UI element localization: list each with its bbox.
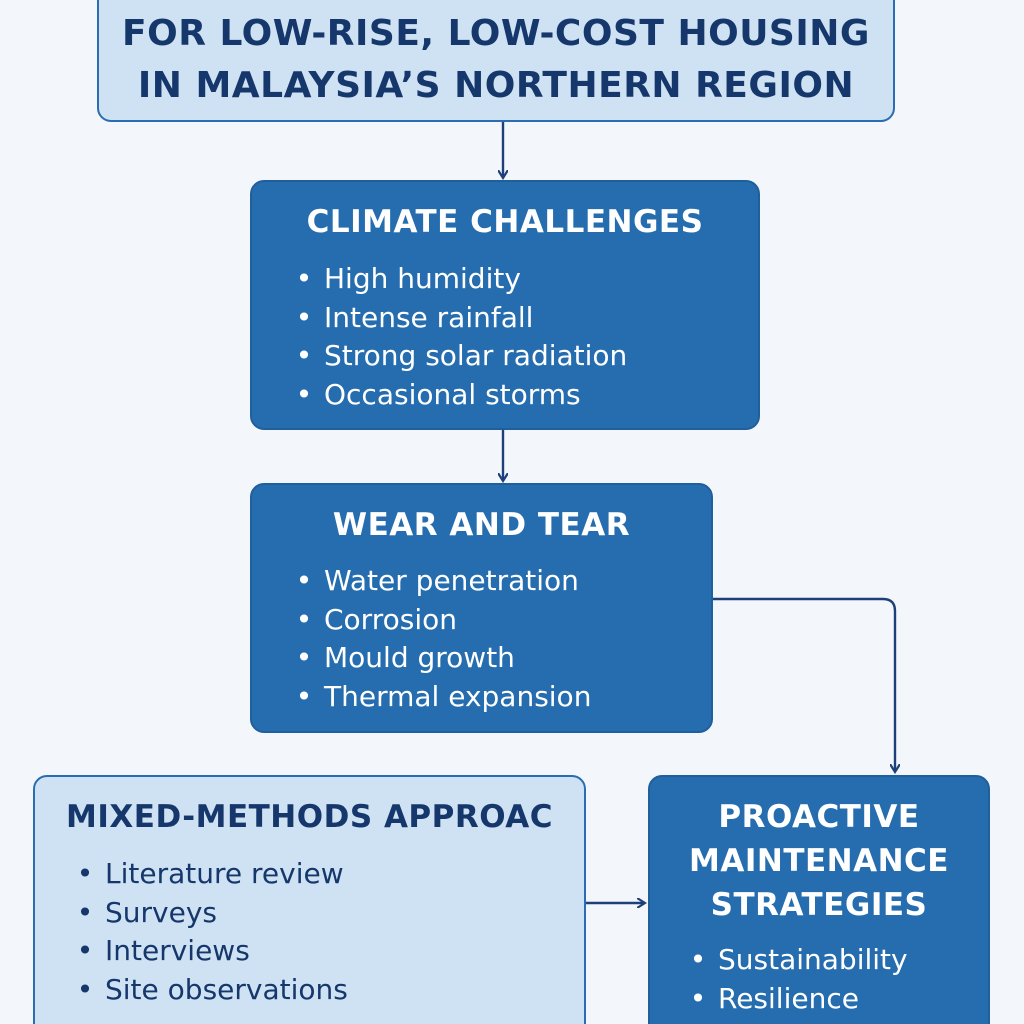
list-item: • Intense rainfall	[292, 299, 627, 338]
header-title-line-1: FOR LOW-RISE, LOW-COST HOUSING	[122, 13, 870, 54]
proactive-maintenance-box	[648, 775, 990, 1024]
list-item: • Occasional storms	[292, 376, 627, 415]
wear-and-tear-list	[292, 562, 591, 716]
mixed-methods-box	[33, 775, 586, 1024]
bullet-icon: •	[76, 857, 94, 890]
list-item: • Mould growth	[292, 639, 591, 678]
bullet-icon: •	[689, 981, 707, 1015]
proactive-maintenance-title	[650, 795, 988, 927]
list-item: • Thermal expansion	[292, 678, 591, 717]
list-item: • Water penetration	[292, 562, 591, 601]
list-item: • Corrosion	[292, 601, 591, 640]
climate-challenges-list	[292, 260, 627, 414]
wear-and-tear-box	[250, 483, 713, 733]
bullet-icon: •	[295, 679, 313, 713]
proactive-maintenance-list	[686, 941, 908, 1018]
bullet-icon: •	[295, 641, 313, 674]
list-item: • Site observations	[73, 971, 348, 1010]
climate-challenges-title: CLIMATE CHALLENGES	[306, 204, 704, 240]
mixed-methods-title: MIXED-METHODS APPROAC	[65, 799, 554, 835]
climate-challenges-box	[250, 180, 760, 430]
proactive-title-line-2: MAINTENANCE	[689, 843, 949, 879]
bullet-icon: •	[295, 377, 313, 411]
list-item: • Interviews	[73, 932, 348, 971]
proactive-title-line-3: STRATEGIES	[710, 887, 928, 923]
list-item: • Literature review	[73, 855, 348, 894]
bullet-icon: •	[76, 895, 94, 929]
list-item: • Sustainability	[686, 941, 908, 980]
bullet-icon: •	[295, 602, 313, 636]
bullet-icon: •	[295, 339, 313, 372]
list-item: • Surveys	[73, 894, 348, 933]
list-item: • Strong solar radiation	[292, 337, 627, 376]
proactive-title-line-1: PROACTIVE	[718, 799, 920, 835]
list-item: • High humidity	[292, 260, 627, 299]
bullet-icon: •	[689, 943, 707, 976]
mixed-methods-list	[73, 855, 348, 1009]
bullet-icon: •	[295, 300, 313, 334]
header-title	[99, 8, 893, 112]
header-box	[97, 0, 895, 122]
wear-and-tear-title: WEAR AND TEAR	[332, 507, 631, 543]
arrow-wear-to-proactive	[713, 599, 895, 772]
list-item: • Resilience	[686, 980, 908, 1019]
header-title-line-2: IN MALAYSIA’S NORTHERN REGION	[137, 65, 855, 106]
bullet-icon: •	[76, 972, 94, 1006]
bullet-icon: •	[295, 262, 313, 295]
bullet-icon: •	[76, 934, 94, 967]
bullet-icon: •	[295, 564, 313, 597]
